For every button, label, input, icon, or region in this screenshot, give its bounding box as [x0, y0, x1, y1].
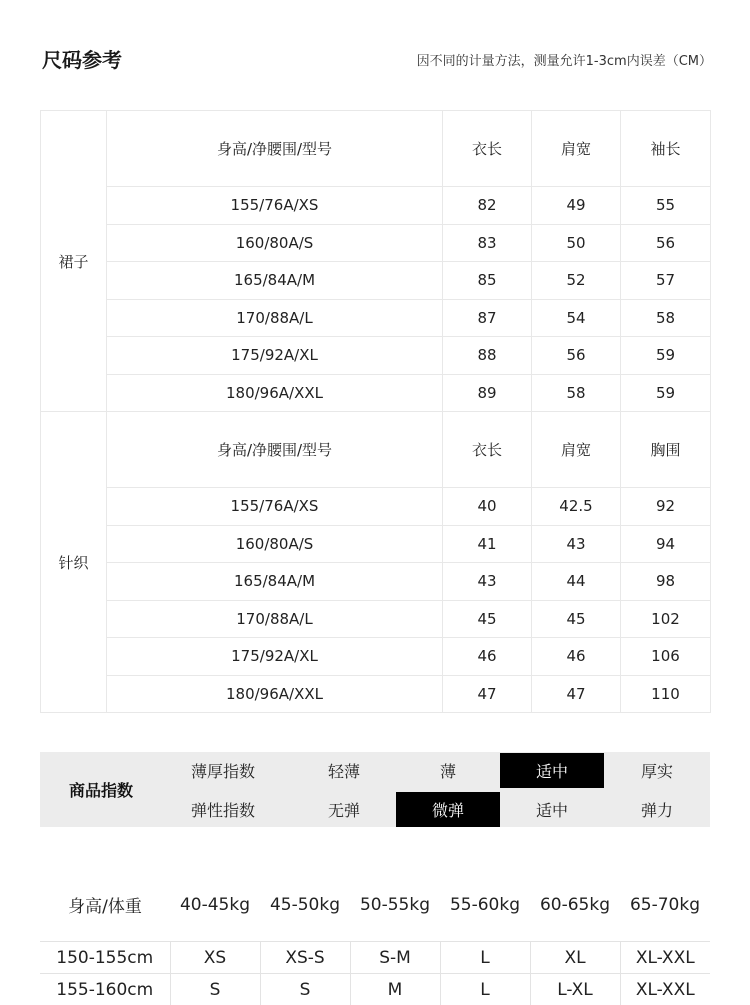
table-cell: L-XL [530, 974, 620, 1005]
table-cell: 87 [443, 299, 532, 337]
header-cell: 身高/体重 [40, 868, 170, 942]
table-cell: 150-155cm [40, 942, 170, 974]
table-cell: 54 [532, 299, 621, 337]
table-row [41, 299, 711, 337]
header-cell: 40-45kg [170, 868, 260, 942]
table-cell: 52 [532, 262, 621, 300]
table-cell: 82 [443, 187, 532, 225]
header-cell: 60-65kg [530, 868, 620, 942]
elasticity-index-label: 弹性指数 [162, 792, 284, 827]
table-cell: 180/96A/XXL [107, 675, 443, 713]
table-row [41, 374, 711, 412]
header-cell: 肩宽 [532, 412, 621, 488]
thickness-index-label: 薄厚指数 [162, 753, 284, 788]
header-cell: 65-70kg [620, 868, 710, 942]
table-cell: L [440, 974, 530, 1005]
header-cell: 身高/净腰围/型号 [107, 111, 443, 187]
header-cell: 胸围 [621, 412, 711, 488]
table-cell: S [260, 974, 350, 1005]
table-cell: 88 [443, 337, 532, 375]
table-cell: XS [170, 942, 260, 974]
table-cell: 43 [443, 563, 532, 601]
table-row [41, 488, 711, 526]
table-row [41, 563, 711, 601]
table-row [41, 337, 711, 375]
table-cell: 41 [443, 525, 532, 563]
size-table [40, 110, 711, 713]
table-cell: XS-S [260, 942, 350, 974]
measurement-note: 因不同的计量方法，测量允许1-3cm内误差（CM） [417, 50, 712, 69]
product-index-label: 商品指数 [40, 752, 162, 827]
thickness-option: 轻薄 [292, 753, 396, 788]
table-cell: 42.5 [532, 488, 621, 526]
table-cell: 85 [443, 262, 532, 300]
header-cell: 肩宽 [532, 111, 621, 187]
header-cell: 衣长 [443, 412, 532, 488]
table-cell: 94 [621, 525, 711, 563]
table-row [41, 224, 711, 262]
table-cell: XL-XXL [620, 974, 710, 1005]
table-row [40, 942, 710, 974]
header-cell: 衣长 [443, 111, 532, 187]
table-cell: 160/80A/S [107, 224, 443, 262]
table-cell: 155/76A/XS [107, 488, 443, 526]
table-cell: 106 [621, 638, 711, 676]
table-cell: XL-XXL [620, 942, 710, 974]
table-cell: 56 [621, 224, 711, 262]
table-cell: 165/84A/M [107, 563, 443, 601]
group-label: 针织 [41, 412, 107, 713]
table-cell: S-M [350, 942, 440, 974]
table-header-row [41, 412, 711, 488]
product-index-panel [40, 752, 710, 827]
header-cell: 50-55kg [350, 868, 440, 942]
table-row [41, 600, 711, 638]
table-cell: 59 [621, 337, 711, 375]
table-cell: 45 [532, 600, 621, 638]
table-cell: 160/80A/S [107, 525, 443, 563]
table-cell: 40 [443, 488, 532, 526]
header-cell: 55-60kg [440, 868, 530, 942]
table-cell: 56 [532, 337, 621, 375]
table-cell: M [350, 974, 440, 1005]
elasticity-option: 适中 [500, 792, 604, 827]
table-row [41, 675, 711, 713]
table-cell: 98 [621, 563, 711, 601]
table-cell: 92 [621, 488, 711, 526]
table-cell: 59 [621, 374, 711, 412]
table-cell: 155/76A/XS [107, 187, 443, 225]
table-cell: 46 [532, 638, 621, 676]
table-cell: 175/92A/XL [107, 638, 443, 676]
table-row [41, 262, 711, 300]
table-cell: 50 [532, 224, 621, 262]
page-title: 尺码参考 [42, 44, 122, 73]
elasticity-option: 无弹 [292, 792, 396, 827]
table-header-row [40, 868, 710, 942]
table-row [41, 187, 711, 225]
thickness-option: 厚实 [604, 753, 710, 788]
table-row [41, 638, 711, 676]
table-cell: 47 [443, 675, 532, 713]
table-cell: 110 [621, 675, 711, 713]
table-cell: 155-160cm [40, 974, 170, 1005]
thickness-option-selected: 适中 [500, 753, 604, 788]
table-cell: 83 [443, 224, 532, 262]
group-label: 裙子 [41, 111, 107, 412]
table-cell: 49 [532, 187, 621, 225]
table-cell: 47 [532, 675, 621, 713]
table-cell: L [440, 942, 530, 974]
table-cell: 58 [532, 374, 621, 412]
table-header-row [41, 111, 711, 187]
table-cell: XL [530, 942, 620, 974]
table-cell: 170/88A/L [107, 299, 443, 337]
table-cell: 44 [532, 563, 621, 601]
table-cell: 43 [532, 525, 621, 563]
table-cell: S [170, 974, 260, 1005]
header-cell: 45-50kg [260, 868, 350, 942]
table-cell: 102 [621, 600, 711, 638]
table-cell: 55 [621, 187, 711, 225]
height-weight-table [40, 868, 710, 1005]
table-cell: 170/88A/L [107, 600, 443, 638]
table-cell: 45 [443, 600, 532, 638]
header-cell: 袖长 [621, 111, 711, 187]
table-cell: 46 [443, 638, 532, 676]
table-cell: 175/92A/XL [107, 337, 443, 375]
table-row [41, 525, 711, 563]
elasticity-option: 弹力 [604, 792, 710, 827]
table-cell: 58 [621, 299, 711, 337]
table-row [40, 974, 710, 1005]
thickness-option: 薄 [396, 753, 500, 788]
table-cell: 57 [621, 262, 711, 300]
table-cell: 180/96A/XXL [107, 374, 443, 412]
elasticity-option-selected: 微弹 [396, 792, 500, 827]
table-cell: 165/84A/M [107, 262, 443, 300]
header-cell: 身高/净腰围/型号 [107, 412, 443, 488]
table-cell: 89 [443, 374, 532, 412]
